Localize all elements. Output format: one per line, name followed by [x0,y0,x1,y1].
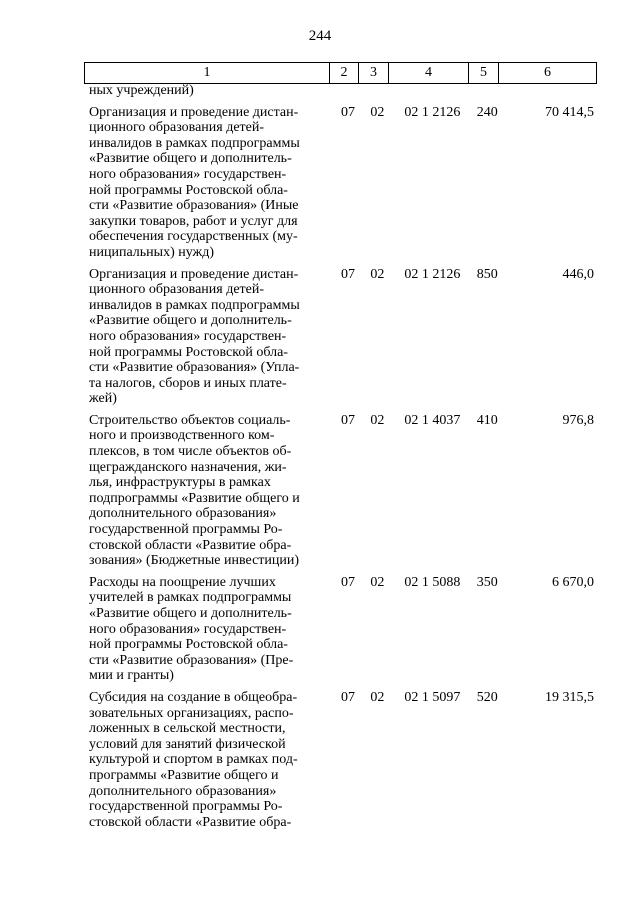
header-col-4: 4 [389,63,469,84]
row-target-code: 02 1 4037 [404,412,461,428]
header-col-1: 1 [85,63,330,84]
row-amount: 70 414,5 [544,104,594,120]
row-amount: 976,8 [562,412,594,428]
column-header-table [84,62,597,84]
row-expense-type: 350 [476,574,498,590]
page-number: 244 [308,28,332,44]
row-target-code: 02 1 5097 [404,689,461,705]
row-amount: 6 670,0 [551,574,594,590]
header-col-3: 3 [359,63,389,84]
continuation-text: ных учреждений) [89,83,194,98]
row-target-code: 02 1 2126 [404,104,461,120]
row-expense-type: 240 [476,104,498,120]
row-section: 07 [340,104,355,120]
header-col-6: 6 [499,63,597,84]
table-row [84,105,600,261]
budget-table-body [84,83,600,836]
row-subsection: 02 [370,412,385,428]
row-description: Субсидия на создание в общеобра- зовательных организациях, распо- ложенных в сельской местности, условий для занятий физической культурой и спортом в рамках под- программы «Развитие общего и дополнительного образования» государственной программы Ро- стовской области «Развитие обра- [89,689,298,830]
row-section: 07 [340,689,355,705]
header-col-2: 2 [330,63,359,84]
row-target-code: 02 1 2126 [404,266,461,282]
row-description: Расходы на поощрение лучших учителей в рамках подпрограммы «Развитие общего и дополнитель- ного образования» государствен- ной программы Ростовской обла- сти «Развитие образования» (Пре- мии и гранты) [89,574,294,684]
row-subsection: 02 [370,574,385,590]
row-description: Организация и проведение дистан- ционного образования детей- инвалидов в рамках подпрограммы «Развитие общего и дополнитель- ного образования» государствен- ной программы Ростовской обла- сти «Развитие образования» (Упла- та налогов, сборов и иных плате- жей) [89,266,300,407]
table-row [84,413,600,569]
row-section: 07 [340,574,355,590]
column-header-row [85,63,597,84]
row-subsection: 02 [370,104,385,120]
row-amount: 446,0 [562,266,594,282]
row-expense-type: 410 [476,412,498,428]
row-description: Строительство объектов социаль- ного и производственного ком- плексов, в том числе объектов об- щегражданского назначения, жи- лья, инфраструктуры в рамках подпрограммы «Развитие общего и дополнительного образования» государственной программы Ро- стовской области «Развитие обра- зования» (Бюджетные инвестиции) [89,412,300,569]
row-target-code: 02 1 5088 [404,574,461,590]
table-row [84,575,600,684]
row-subsection: 02 [370,689,385,705]
row-subsection: 02 [370,266,385,282]
row-amount: 19 315,5 [544,689,594,705]
row-expense-type: 850 [476,266,498,282]
row-expense-type: 520 [476,689,498,705]
row-section: 07 [340,412,355,428]
row-description: Организация и проведение дистан- ционного образования детей- инвалидов в рамках подпрограммы «Развитие общего и дополнитель- ного образования» государствен- ной программы Ростовской обла- сти «Развитие образования» (Иные закупки товаров, работ и услуг для обеспечения государственных (му- ниципальных) нужд) [89,104,300,260]
table-row [84,690,600,830]
header-col-5: 5 [469,63,499,84]
table-row [84,267,600,407]
row-section: 07 [340,266,355,282]
